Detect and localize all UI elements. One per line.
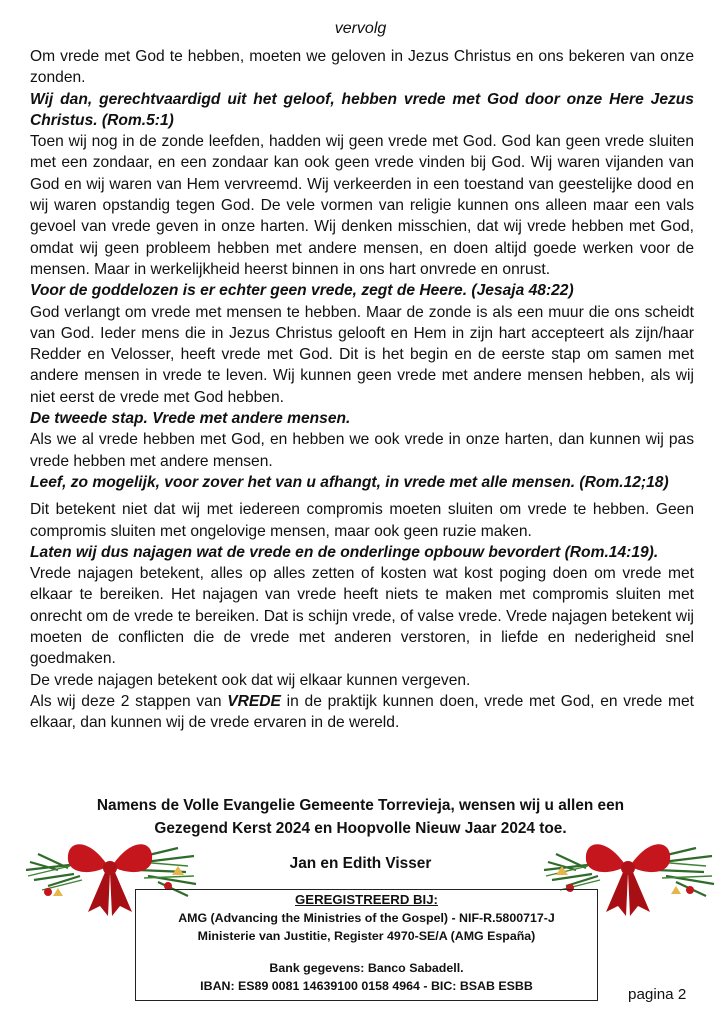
page-number: pagina 2 — [628, 986, 687, 1003]
paragraph: Vrede najagen betekent, alles op alles zetten of kosten wat kost poging doen om vrede met elkaar te bereiken. Het najagen van vrede heeft niets te maken met compromis sluiten met onrecht om de vrede te bereiken. Dat is schijn vrede, of valse vrede. Vrede najagen betekent wij moeten de conflicten die de vrede met anderen verstoren, in liefde en nederigheid snel goedmaken. — [30, 565, 694, 668]
registration-line: Ministerie van Justitie, Register 4970-SE/A (AMG España) — [197, 929, 536, 943]
emphasis-word: VREDE — [227, 692, 281, 710]
closing-text-after: in de praktijk kunnen doen, vrede met God, en vrede met elkaar, dan kunnen wij de vrede ervaren in de wereld. — [30, 692, 694, 732]
signature: Jan en Edith Visser — [289, 855, 432, 872]
greeting-line-1: Namens de Volle Evangelie Gemeente Torrevieja, wensen wij u allen een — [96, 797, 625, 814]
continued-label: vervolg — [334, 20, 387, 37]
paragraph: Om vrede met God te hebben, moeten we geloven in Jezus Christus en ons bekeren van onze zonden. — [30, 48, 694, 87]
paragraph: Als we al vrede hebben met God, en hebben we ook vrede in onze harten, dan kunnen wij pas vrede hebben met andere mensen. — [30, 431, 694, 470]
scripture-quote: Wij dan, gerechtvaardigd uit het geloof, hebben vrede met God door onze Here Jezus Christus. (Rom.5:1) — [30, 90, 694, 129]
closing-text-before: Als wij deze 2 stappen van — [30, 692, 228, 710]
bank-details: Bank gegevens: Banco Sabadell. — [269, 961, 464, 975]
paragraph: Dit betekent niet dat wij met iedereen compromis moeten sluiten om vrede te hebben. Geen compromis sluiten met ongelovige mensen, maar ook geen ruzie maken. — [30, 501, 694, 540]
registration-box — [135, 889, 598, 1001]
iban-bic: IBAN: ES89 0081 14639100 0158 4964 - BIC: BSAB ESBB — [200, 979, 533, 993]
scripture-quote: Voor de goddelozen is er echter geen vrede, zegt de Heere. (Jesaja 48:22) — [30, 282, 574, 300]
scripture-quote: Laten wij dus najagen wat de vrede en de onderlinge opbouw bevordert (Rom.14:19). — [30, 543, 659, 561]
paragraph: Toen wij nog in de zonde leefden, hadden wij geen vrede met God. God kan geen vrede sluiten met een zondaar, en een zondaar kan ook geen vrede vinden bij God. Wij waren vijanden van God en wij waren van Hem vervreemd. Wij verkeerden in een toestand van geestelijke dood en wij waren opstandig tegen God. De vele vormen van religie kunnen ons alleen maar een vals gevoel van vrede geven in onze harten. Wij denken misschien, dat wij vrede hebben met God, omdat wij geen probleem hebben met andere mensen, en doen altijd goede werken voor de mensen. Maar in werkelijkheid heerst binnen in ons hart onvrede en onrust. — [30, 133, 694, 278]
closing-paragraph — [30, 691, 694, 734]
section-heading: De tweede stap. Vrede met andere mensen. — [30, 410, 351, 428]
paragraph: De vrede najagen betekent ook dat wij elkaar kunnen vergeven. — [30, 671, 471, 689]
scripture-quote: Leef, zo mogelijk, voor zover het van u afhangt, in vrede met alle mensen. (Rom.12;18) — [30, 473, 669, 491]
registration-title: GEREGISTREERD BIJ: — [295, 892, 438, 907]
greeting-line-2: Gezegend Kerst 2024 en Hoopvolle Nieuw Jaar 2024 toe. — [154, 820, 567, 837]
registration-line: AMG (Advancing the Ministries of the Gospel) - NIF-R.5800717-J — [178, 911, 555, 925]
paragraph: God verlangt om vrede met mensen te hebben. Maar de zonde is als een muur die ons scheidt van God. Ieder mens die in Jezus Christus gelooft en Hem in zijn hart accepteert als zijn/haar Redder en Velosser, heeft vrede met God. Dit is het begin en de eerste stap om samen met andere mensen in vrede te leven. Wij kunnen geen vrede met andere mensen hebben, als wij niet eerst de vrede met God hebben. — [30, 303, 694, 406]
article-body — [30, 46, 694, 734]
